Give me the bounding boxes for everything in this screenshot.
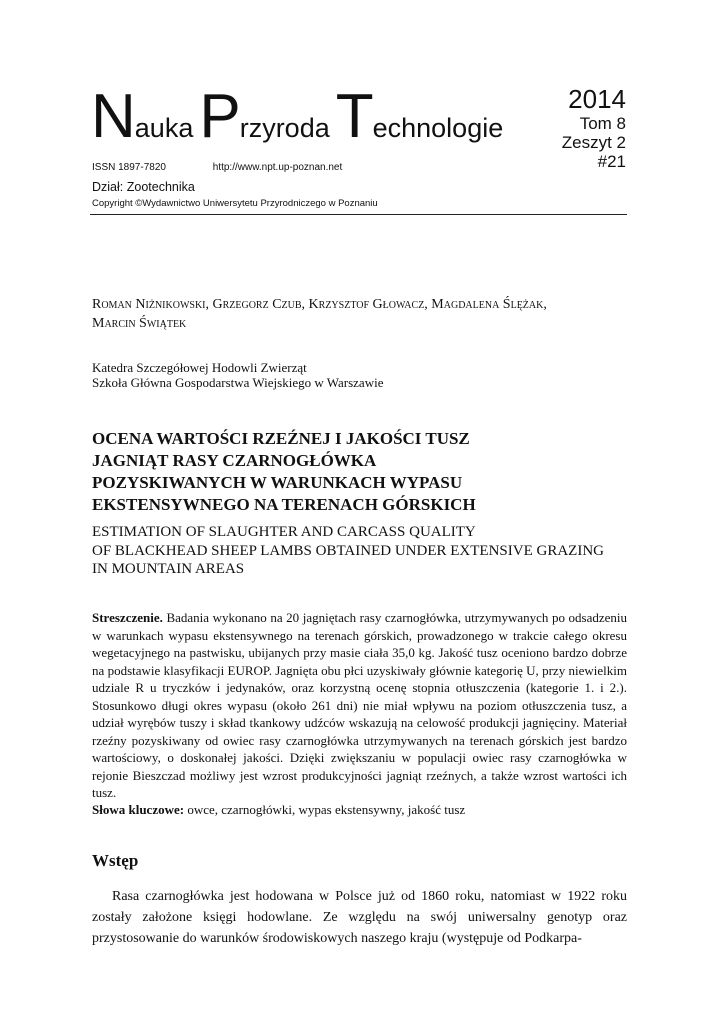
journal-url-link[interactable]: http://www.npt.up-poznan.net <box>212 162 343 173</box>
journal-title-initial: P <box>199 82 240 151</box>
issue-year: 2014 <box>568 84 626 114</box>
keywords-text: owce, czarnogłówki, wypas ekstensywny, jakość tusz <box>187 802 466 817</box>
article-title-english <box>92 523 632 579</box>
title-line: OF BLACKHEAD SHEEP LAMBS OBTAINED UNDER EXTENSIVE GRAZING <box>92 542 604 559</box>
journal-title-initial: N <box>91 82 135 151</box>
abstract <box>92 609 627 802</box>
header-divider <box>90 214 627 215</box>
author-line: Roman Niżnikowski, Grzegorz Czub, Krzysztof Głowacz, Magdalena Ślężak, <box>92 297 547 312</box>
issn-line <box>92 162 342 173</box>
intro-paragraph: Rasa czarnogłówka jest hodowana w Polsce już od 1860 roku, natomiast w 1922 roku zostały założone księgi hodowlane. Ze względu na swój uniwersalny genotyp oraz przystosowanie do warunków środowiskowych naszego kraju (występuje od Podkarpa- <box>92 889 627 946</box>
journal-title-word: rzyroda <box>239 113 330 143</box>
author-line: Marcin Świątek <box>92 316 187 331</box>
journal-title <box>91 82 509 151</box>
title-line: POZYSKIWANYCH W WARUNKACH WYPASU <box>92 473 463 492</box>
copyright-notice: Copyright ©Wydawnictwo Uniwersytetu Przyrodniczego w Poznaniu <box>92 198 378 209</box>
article-number: #21 <box>597 152 626 171</box>
journal-title-initial: T <box>335 82 373 151</box>
abstract-label: Streszczenie. <box>92 610 163 625</box>
title-line: IN MOUNTAIN AREAS <box>92 561 245 577</box>
issue-number: Zeszyt 2 <box>561 133 626 152</box>
affiliation-department: Katedra Szczegółowej Hodowli Zwierząt <box>92 360 307 375</box>
title-line: OCENA WARTOŚCI RZEŹNEJ I JAKOŚCI TUSZ <box>92 429 470 448</box>
keywords-label: Słowa kluczowe: <box>92 802 185 817</box>
title-line: ESTIMATION OF SLAUGHTER AND CARCASS QUALITY <box>92 524 476 540</box>
section-heading-intro: Wstęp <box>92 851 139 870</box>
issn: ISSN 1897-7820 <box>92 162 166 173</box>
title-line: JAGNIĄT RASY CZARNOGŁÓWKA <box>92 451 377 470</box>
abstract-text: Badania wykonano na 20 jagniętach rasy czarnogłówka, utrzymywanych po odsadzeniu w warunkach wypasu ekstensywnego na terenach górskich, prowadzonego w trakcie całego okresu wegetacyjnego na pastwisku, ubijanych przy masie ciała 35,0 kg. Jakość tusz oceniono bardzo dobrze na podstawie klasyfikacji EUROP. Jagnięta obu płci uzyskiwały głównie kategorię U, przy niewielkim udziale R u tryczków i jedynaków, oraz korzystną ocenę stopnia otłuszczenia (kategorie 1. i 2.). Stosunkowo długi okres wypasu (około 261 dni) nie miał wpływu na poziom otłuszczenia tusz, a udział wyrębów tuszy i skład tkankowy udźców wskazują na celowość produkcji jagnięciny. Materiał rzeźny pozyskiwany od owiec rasy czarnogłówka utrzymywanych na terenach górskich jest bardzo wartościowy, o doskonałej jakości. Dzięki zwiększaniu w populacji owiec rasy czarnogłówka w rejonie Bieszczad możliwy jest wzrost produkcyjności jagniąt rzeźnych, a także wzrost wartości ich tusz. <box>92 610 627 800</box>
affiliation-university: Szkoła Główna Gospodarstwa Wiejskiego w Warszawie <box>92 375 384 390</box>
article-title-polish <box>92 428 627 516</box>
journal-masthead <box>0 0 717 220</box>
author-list <box>92 295 627 333</box>
title-line: EKSTENSYWNEGO NA TERENACH GÓRSKICH <box>92 495 476 514</box>
journal-title-word: echnologie <box>372 113 504 143</box>
keywords <box>92 801 627 818</box>
journal-title-word: auka <box>134 113 194 143</box>
affiliation <box>92 360 627 390</box>
issue-volume: Tom 8 <box>579 114 626 133</box>
issue-info <box>562 86 626 171</box>
section-label: Dział: Zootechnika <box>92 180 195 194</box>
